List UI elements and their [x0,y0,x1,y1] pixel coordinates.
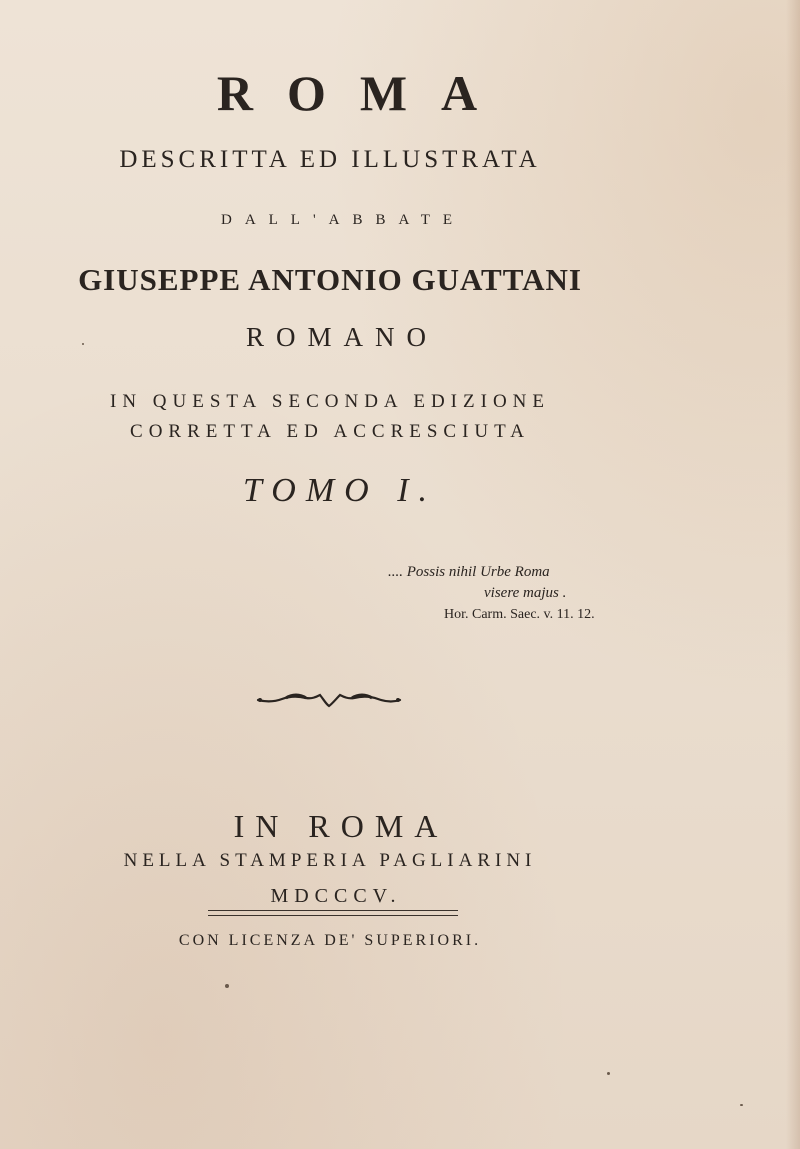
double-rule-divider [208,910,458,916]
epigraph-citation: Hor. Carm. Saec. v. 11. 12. [444,607,595,622]
author-origin: ROMANO [245,322,438,352]
paper-speck [607,1072,610,1075]
imprint-license: CON LICENZA DE' SUPERIORI. [178,932,482,949]
epigraph-line1: .... Possis nihil Urbe Roma [388,564,550,580]
paper-speck [225,984,229,988]
epigraph [388,562,648,625]
imprint-city: IN ROMA [233,808,449,844]
book-title: ROMA [216,65,512,121]
epigraph-line2: visere majus . [484,585,567,601]
author-byline: DALL'ABBATE [220,212,466,228]
volume-number: TOMO I. [242,472,438,509]
paper-speck [740,1104,743,1106]
printer-flourish-ornament-icon [256,688,402,710]
imprint-year: MDCCCV. [270,885,402,907]
author-name: GIUSEPPE ANTONIO GUATTANI [78,262,582,297]
page-edge-shadow [786,0,800,1149]
paper-speck [82,343,84,345]
edition-statement-line2: CORRETTA ED ACCRESCIUTA [130,421,530,442]
imprint-press: NELLA STAMPERIA PAGLIARINI [123,850,537,871]
edition-statement-line1: IN QUESTA SECONDA EDIZIONE [110,391,550,412]
book-subtitle: DESCRITTA ED ILLUSTRATA [119,146,541,173]
